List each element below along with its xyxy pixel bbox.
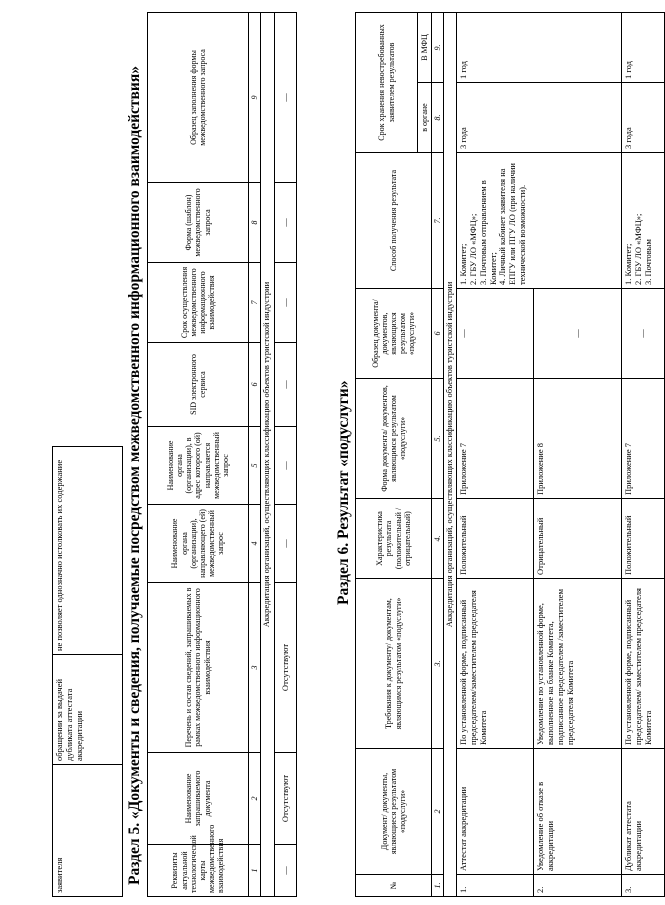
s5-header-9: Образец заполнения формы межведомственного запроса [148,13,249,183]
s6-col-number: 6 [432,289,444,379]
s6-col-number: 3. [432,579,444,749]
s5-col-number: 4 [249,505,261,583]
result-characteristic: Положительный [622,499,665,579]
result-form: Приложение 7 [622,379,665,499]
s5-header-5: Наименование органа (организации), в адрес которого (ой) направляется межведомственный запрос [148,427,249,505]
s6-header-in-organ: в органе [418,83,432,153]
result-sample: — [534,289,622,379]
s6-col-number: 4. [432,499,444,579]
s5-cell: Отсутствуют [275,753,297,845]
s5-col-number: 6 [249,343,261,427]
storage-in-mfc: 1 год [457,12,622,82]
s5-cell: — [275,183,297,263]
section6-table [355,12,665,897]
table-row-number: 1. [457,875,534,897]
s5-subsection-header: Аккредитация организаций, осуществляющих классификацию объектов туристской индустрии [261,13,275,897]
s5-header-1: Реквизиты актуальной технологической карты межведомственного взаимодействия [148,845,249,897]
continuation-table [52,446,123,897]
result-requirements: По установленной форме, подписанный председателем/заместителем председателя Комитета [457,579,534,749]
s6-header-storage: Срок хранения невостребованных заявителем результатов [356,12,418,152]
result-method: 1. Комитет; 2. ГБУ ЛО «МФЦ»; 3. Почтовым [622,153,665,289]
continuation-cell-1: заявителя [53,765,123,897]
section5-table [147,12,297,897]
section6-title: Раздел 6. Результат «подуслуги» [335,380,352,605]
s5-cell: — [275,343,297,427]
result-method: 1. Комитет; 2. ГБУ ЛО «МФЦ»; 3. Почтовым отправлением в Комитет; 4. Личный кабинет заявителя на ЕПГУ или ПГУ ЛО (при наличии технической возможности). [457,153,622,289]
s5-cell: — [275,427,297,505]
s6-subsection-header: Аккредитация организаций, осуществляющих классификацию объектов туристской индустрии [444,12,457,896]
s6-header-char: Характеристика результата (положительный / отрицательный) [356,499,432,579]
result-requirements: Уведомление по установленной форме, выполненное на бланке Комитета, подписанное председателем /заместителем председателя Комитета [534,579,622,749]
result-characteristic: Отрицательный [534,499,622,579]
storage-in-organ: 3 года [457,83,622,153]
s6-col-number: 5. [432,379,444,499]
s5-header-8: Форма (шаблон) межведомственного запроса [148,183,249,263]
s6-header-sample: Образец документа/ документов, являющихся результатом «подуслуги» [356,289,432,379]
s5-col-number: 9 [249,13,261,183]
s5-header-2: Наименование запрашиваемого документа [148,753,249,845]
s5-cell: Отсутствуют [275,583,297,753]
s5-cell: — [275,13,297,183]
storage-in-organ: 3 года [622,83,665,153]
result-sample: — [622,289,665,379]
s6-header-doc: Документ/ документы, являющиеся результатом «подуслуги» [356,749,432,875]
s5-col-number: 2 [249,753,261,845]
continuation-cell-2: обращении за выдачей дубликата аттестата аккредитации [53,655,123,765]
s6-col-number: 2 [432,749,444,875]
result-sample: — [457,289,534,379]
s6-col-number: 1. [432,875,444,897]
s6-header-req: Требования к документу/ документам, являющимся результатом «подуслуги» [356,579,432,749]
s6-header-method: Способ получения результата [356,153,432,289]
s5-header-7: Срок осуществления межведомственного информационного взаимодействия [148,263,249,343]
result-requirements: По установленной форме, подписанный председателем/ заместителем председателя Комитета [622,579,665,749]
result-document: Аттестат аккредитации [457,749,534,875]
result-document: Дубликат аттестата аккредитации [622,749,665,875]
s6-col-number: 8. [432,83,444,153]
storage-in-mfc: 1 год [622,12,665,82]
s5-cell: — [275,505,297,583]
s5-cell: — [275,263,297,343]
result-form: Приложение 7 [457,379,534,499]
s5-col-number: 8 [249,183,261,263]
table-row-number: 3. [622,875,665,897]
s5-col-number: 1 [249,845,261,897]
result-form: Приложение 8 [534,379,622,499]
s5-cell: — [275,845,297,897]
s6-header-in-mfc: В МФЦ [418,12,432,82]
s6-col-number: 7. [432,153,444,289]
s5-header-3: Перечень и состав сведений, запрашиваемых в рамках межведомственного информационного взаимодействия [148,583,249,753]
s6-header-num: № [356,875,432,897]
s5-col-number: 3 [249,583,261,753]
result-document: Уведомление об отказе в аккредитации [534,749,622,875]
s5-col-number: 7 [249,263,261,343]
table-row-number: 2. [534,875,622,897]
section5-title: Раздел 5. «Документы и сведения, получаемые посредством межведомственного информационного взаимодействия» [126,66,143,885]
s5-col-number: 5 [249,427,261,505]
result-characteristic: Положительный [457,499,534,579]
s6-col-number: 9. [432,12,444,82]
continuation-cell-3: не позволяет однозначно истолковать их содержание [53,447,123,655]
s5-header-4: Наименование органа (организации), направляющего (ей) межведомственный запрос [148,505,249,583]
s6-header-form: Форма документа/ документов, являющимся результатом «подуслуги» [356,379,432,499]
s5-header-6: SID электронного сервиса [148,343,249,427]
